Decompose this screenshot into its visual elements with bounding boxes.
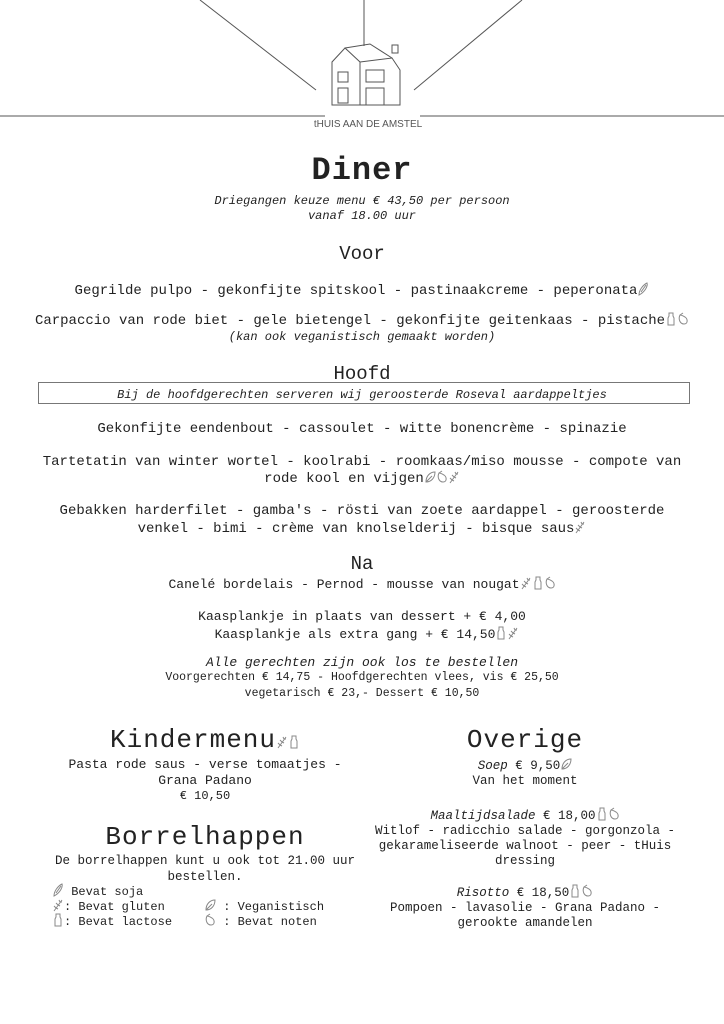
vegan-icon bbox=[560, 757, 572, 771]
cheese-option: Kaasplankje in plaats van dessert + € 4,00 bbox=[198, 609, 526, 624]
house-icon bbox=[332, 44, 400, 105]
menu-item-line: venkel - bimi - crème van knolselderij - bisque saus bbox=[0, 520, 724, 537]
risotto-line: gerookte amandelen bbox=[457, 916, 593, 930]
menu-item: Canelé bordelais - Pernod - mousse van nougat bbox=[0, 576, 724, 593]
diner-time: vanaf 18.00 uur bbox=[307, 209, 417, 223]
menu-item-note: (kan ook veganistisch gemaakt worden) bbox=[228, 330, 496, 344]
nuts-icon bbox=[204, 913, 216, 927]
nuts-icon bbox=[608, 807, 620, 821]
legend-nuts: : Bevat noten bbox=[204, 913, 317, 930]
soy-icon bbox=[637, 282, 649, 296]
gluten-icon bbox=[276, 735, 288, 749]
salade-line: dressing bbox=[494, 854, 555, 868]
lactose-icon bbox=[52, 913, 64, 927]
salade-heading: Maaltijdsalade € 18,00 bbox=[370, 807, 680, 824]
gluten-icon bbox=[448, 470, 460, 484]
lactose-icon bbox=[665, 312, 677, 326]
risotto-heading: Risotto € 18,50 bbox=[370, 884, 680, 901]
na-title: Na bbox=[350, 553, 374, 575]
gluten-icon bbox=[574, 520, 586, 534]
nuts-icon bbox=[544, 576, 556, 590]
gluten-icon bbox=[507, 626, 519, 640]
gluten-icon bbox=[52, 898, 64, 912]
menu-item: Gekonfijte eendenbout - cassoulet - witte bonencrème - spinazie bbox=[97, 421, 627, 437]
salade-line: gekarameliseerde walnoot - peer - tHuis bbox=[378, 839, 672, 853]
menu-item-line: rode kool en vijgen bbox=[0, 470, 724, 487]
legend-lactose: : Bevat lactose bbox=[52, 913, 172, 930]
hoofd-title: Hoofd bbox=[333, 363, 391, 385]
kindermenu-line: Pasta rode saus - verse tomaatjes - bbox=[68, 757, 342, 772]
overige-section bbox=[370, 725, 680, 931]
lactose-icon bbox=[569, 884, 581, 898]
soep-heading: Soep € 9,50 bbox=[370, 757, 680, 774]
soy-icon bbox=[52, 883, 64, 897]
lactose-icon bbox=[288, 735, 300, 749]
menu-item-line: Gebakken harderfilet - gamba's - rösti van zoete aardappel - geroosterde bbox=[59, 503, 665, 519]
header-logo bbox=[0, 0, 724, 135]
salade-line: Witlof - radicchio salade - gorgonzola - bbox=[374, 824, 676, 838]
menu-item: Carpaccio van rode biet - gele bietengel - gekonfijte geitenkaas - pistache bbox=[0, 312, 724, 329]
soep-description: Van het moment bbox=[472, 774, 578, 788]
vegan-icon bbox=[204, 898, 216, 912]
legend-vegan: : Veganistisch bbox=[204, 898, 324, 915]
decor-line bbox=[200, 0, 316, 90]
lactose-icon bbox=[532, 576, 544, 590]
nuts-icon bbox=[436, 470, 448, 484]
lactose-icon bbox=[495, 626, 507, 640]
logo-text: tHUIS AAN DE AMSTEL bbox=[313, 119, 423, 130]
borrelhappen-title: Borrelhappen bbox=[105, 822, 305, 852]
kindermenu-section bbox=[40, 725, 370, 804]
decor-line bbox=[414, 0, 522, 90]
diner-subtitle: Driegangen keuze menu € 43,50 per persoon bbox=[214, 194, 510, 208]
prices-line: vegetarisch € 23,- Dessert € 10,50 bbox=[244, 687, 480, 700]
legend-gluten: : Bevat gluten bbox=[52, 898, 165, 915]
kindermenu-line: Grana Padano bbox=[158, 773, 252, 788]
diner-title: Diner bbox=[311, 152, 413, 189]
legend-soy: Bevat soja bbox=[52, 883, 143, 900]
cheese-option: Kaasplankje als extra gang + € 14,50 bbox=[0, 626, 724, 643]
nuts-icon bbox=[581, 884, 593, 898]
prices-heading: Alle gerechten zijn ook los te bestellen bbox=[205, 655, 519, 670]
kindermenu-title: Kindermenu bbox=[40, 725, 370, 755]
hoofd-banner: Bij de hoofdgerechten serveren wij geroosterde Roseval aardappeltjes bbox=[117, 388, 607, 402]
prices-line: Voorgerechten € 14,75 - Hoofdgerechten vlees, vis € 25,50 bbox=[165, 671, 559, 684]
gluten-icon bbox=[520, 576, 532, 590]
vegan-icon bbox=[424, 470, 436, 484]
menu-item-line: Tartetatin van winter wortel - koolrabi - roomkaas/miso mousse - compote van bbox=[42, 454, 682, 470]
borrelhappen-line: De borrelhappen kunt u ook tot 21.00 uur bbox=[54, 854, 356, 868]
nuts-icon bbox=[677, 312, 689, 326]
kindermenu-price: € 10,50 bbox=[179, 789, 231, 803]
borrelhappen-line: bestellen. bbox=[167, 870, 243, 884]
menu-item: Gegrilde pulpo - gekonfijte spitskool - pastinaakcreme - peperonata bbox=[0, 282, 724, 299]
voor-title: Voor bbox=[339, 243, 385, 265]
risotto-line: Pompoen - lavasolie - Grana Padano - bbox=[389, 901, 661, 915]
lactose-icon bbox=[596, 807, 608, 821]
borrelhappen-section bbox=[40, 822, 370, 885]
overige-title: Overige bbox=[466, 725, 584, 755]
